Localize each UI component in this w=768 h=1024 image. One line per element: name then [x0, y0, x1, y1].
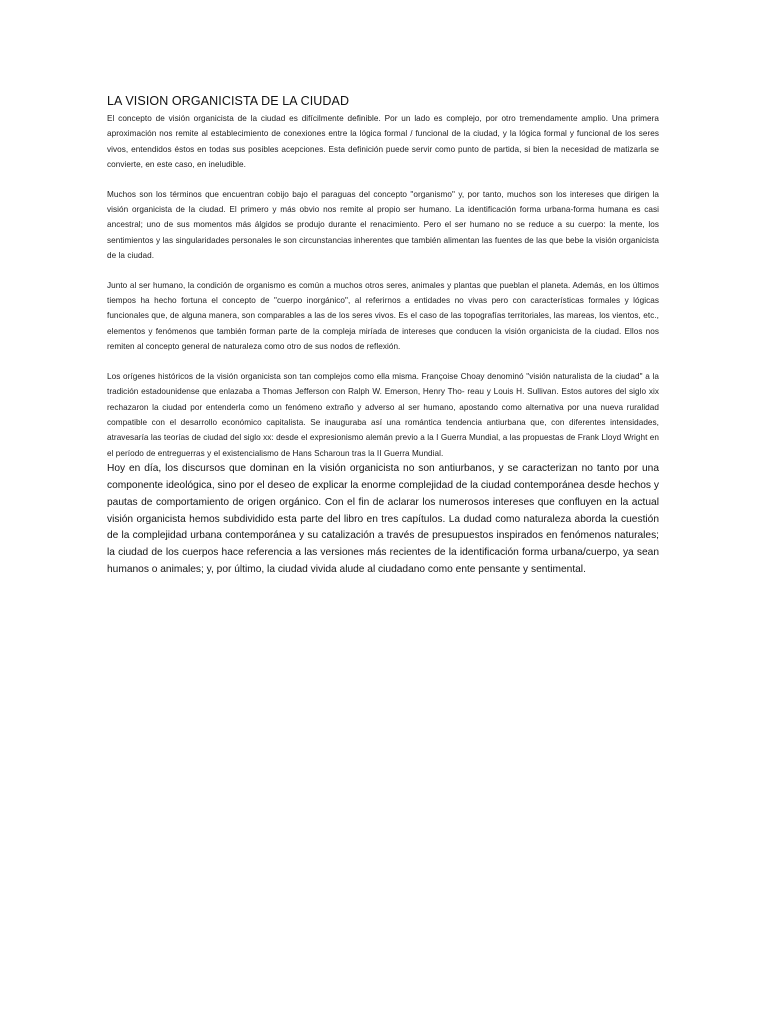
paragraph-2: Muchos son los términos que encuentran cobijo bajo el paraguas del concepto "organismo" y, por tanto, muchos son los intereses que dirigen la visión organicista de la ciudad. El primero y más obvio nos remite al propio ser humano. La identificación forma urbana-forma humana es casi ancestral; uno de sus momentos más álgidos se produjo durante el renacimiento. Pero el ser humano no se reduce a su cuerpo: la mente, los sentimientos y las singularidades personales le son circunstancias inherentes que también alimentan las fuentes de las que bebe la visión organicista de la ciudad.	[107, 189, 659, 261]
document-page	[107, 93, 659, 579]
paragraph-4: Los orígenes históricos de la visión organicista son tan complejos como ella misma. Françoise Choay denominó "visión naturalista de la ciudad" a la tradición estadounidense que enlazaba a Thomas Jefferson con Ralph W. Emerson, Henry Tho- reau y Louis H. Sullivan. Estos autores del siglo xix rechazaron la ciudad por entenderla como un fenómeno extraño y adverso al ser humano, apostando como alternativa por una nueva ruralidad compatible con el desarrollo económico capitalista. Se inauguraba así una romántica tendencia antiurbana que, con diferentes intensidades, atravesaría las teorías de ciudad del siglo xx: desde el expresionismo alemán previo a la I Guerra Mundial, a las propuestas de Frank Lloyd Wright en el período de entreguerras y el existencialismo de Hans Scharoun tras la II Guerra Mundial.	[107, 371, 659, 458]
paragraph-1: El concepto de visión organicista de la ciudad es difícilmente definible. Por un lado es complejo, por otro tremendamente amplio. Una primera aproximación nos remite al establecimiento de conexiones entre la lógica formal / funcional de la ciudad, y la lógica formal y funcional de los seres vivos, entendidos éstos en todas sus posibles acepciones. Esta definición puede servir como punto de partida, si bien la necesidad de matizarla se convierte, en este caso, en ineludible.	[107, 114, 659, 170]
paragraph-5: Hoy en día, los discursos que dominan en la visión organicista no son antiurbanos, y se caracterizan no tanto por una componente ideológica, sino por el deseo de explicar la enorme complejidad de la ciudad contemporánea desde hechos y pautas de comportamiento de origen orgánico. Con el fin de aclarar los numerosos intereses que confluyen en la actual visión organicista hemos subdividido esta parte del libro en tres capítulos. La dudad como naturaleza aborda la cuestión de la complejidad urbana contemporánea y su catalización a través de presupuestos inspirados en fenómenos naturales; la ciudad de los cuerpos hace referencia a las versiones más recientes de la identificación forma urbana/cuerpo, ya sean humanos o animales; y, por último, la ciudad vivida alude al ciudadano como ente pensante y sentimental.	[107, 463, 659, 575]
paragraph-3: Junto al ser humano, la condición de organismo es común a muchos otros seres, animales y plantas que pueblan el planeta. Además, en los últimos tiempos ha hecho fortuna el concepto de "cuerpo inorgánico", al referirnos a entidades no vivas pero con características formales y lógicas funcionales que, de alguna manera, son comparables a las de los seres vivos. Es el caso de las topografías territoriales, las mareas, los vientos, etc., elementos y fenómenos que también forman parte de la compleja miríada de intereses que conducen la visión organicista de la ciudad. Ellos nos remiten al concepto general de naturaleza como otro de sus nodos de reflexión.	[107, 280, 659, 352]
document-title: LA VISION ORGANICISTA DE LA CIUDAD	[107, 94, 350, 108]
